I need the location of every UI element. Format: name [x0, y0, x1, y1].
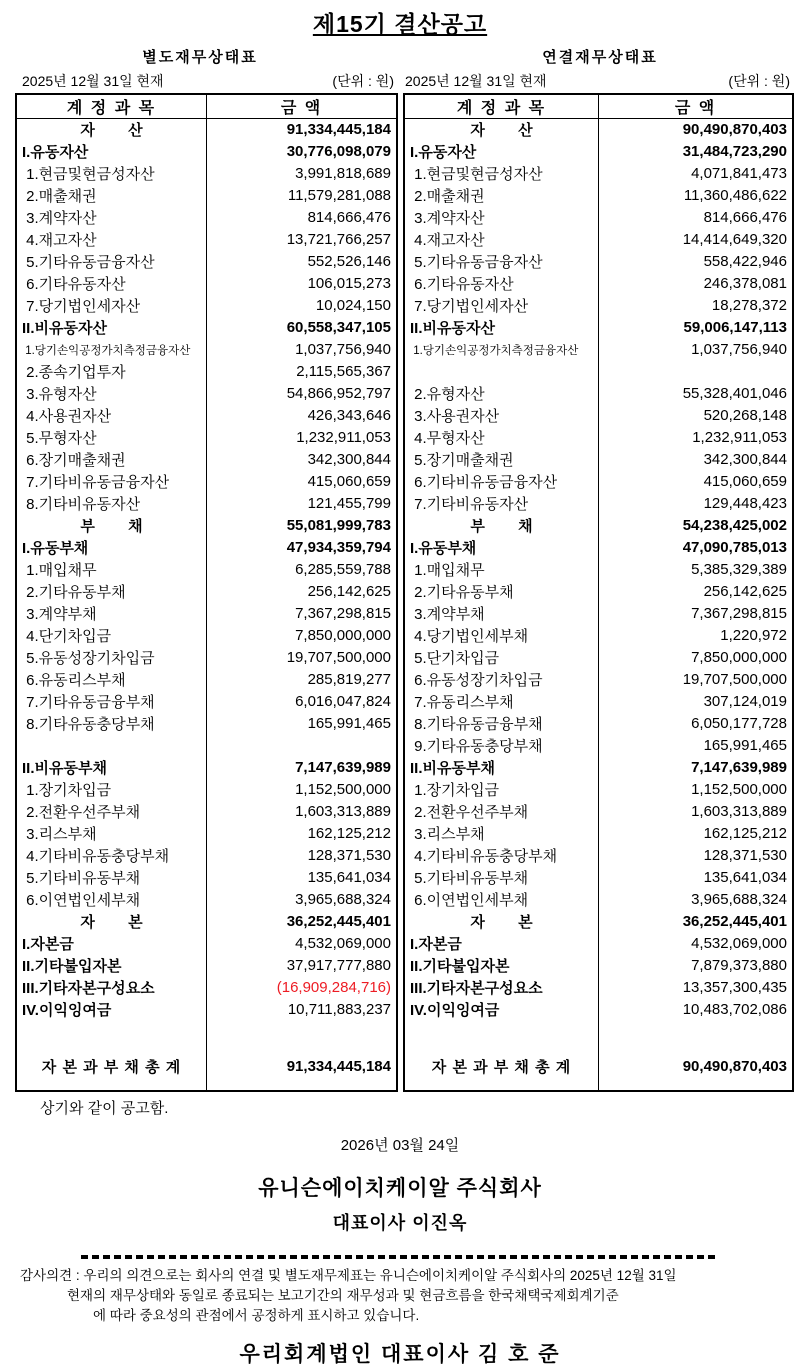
account-cell: I.자본금: [404, 933, 599, 955]
table-row: [16, 801, 397, 823]
account-cell: II.비유동부채: [16, 757, 207, 779]
account-cell: 6.이연법인세부채: [404, 889, 599, 911]
account-cell: [16, 735, 207, 757]
table-row: [16, 845, 397, 867]
table-row: [404, 647, 793, 669]
amount-cell: 342,300,844: [307, 451, 391, 468]
amount-cell: 162,125,212: [703, 825, 787, 842]
table-row: [16, 867, 397, 889]
table-row: [404, 889, 793, 911]
amount-cell: 129,448,423: [703, 495, 787, 512]
statement-meta: [0, 71, 800, 91]
table-row: [404, 449, 793, 471]
account-cell: 6.기타비유동금융자산: [404, 471, 599, 493]
amount-cell: 1,603,313,889: [295, 803, 391, 820]
table-row: [404, 625, 793, 647]
amount-cell: 10,024,150: [315, 297, 391, 314]
amount-cell: 4,532,069,000: [295, 935, 391, 952]
amount-cell: 54,866,952,797: [286, 385, 391, 402]
amount-cell: 1,232,911,053: [692, 429, 787, 446]
amount-cell: 814,666,476: [307, 209, 391, 226]
audit-opinion-line: 감사의견 : 우리의 의견으로는 회사의 연결 및 별도재무제표는 유니슨에이치케이알 주식회사의 2025년 12월 31일: [20, 1267, 677, 1283]
account-cell: II.기타불입자본: [16, 955, 207, 977]
account-cell: I.유동부채: [404, 537, 599, 559]
amount-cell: 55,328,401,046: [682, 385, 787, 402]
table-row: [404, 867, 793, 889]
amount-cell: 7,850,000,000: [691, 649, 787, 666]
amount-cell: 36,252,445,401: [682, 913, 787, 930]
amount-cell: 342,300,844: [703, 451, 787, 468]
account-cell: 4.사용권자산: [16, 405, 207, 427]
page-title: 제15기 결산공고: [312, 11, 488, 37]
amount-cell: 135,641,034: [703, 869, 787, 886]
auditor-name: 우리회계법인 대표이사 김 호 준: [239, 1342, 561, 1366]
table-row: [404, 999, 793, 1021]
table-row: [16, 449, 397, 471]
amount-cell: 18,278,372: [711, 297, 787, 314]
amount-cell: 552,526,146: [307, 253, 391, 270]
table-row: [404, 581, 793, 603]
table-row: [16, 691, 397, 713]
account-header: 계 정 과 목: [16, 94, 207, 119]
table-row: [404, 823, 793, 845]
table-row: [16, 735, 397, 757]
amount-cell: 7,850,000,000: [295, 627, 391, 644]
audit-opinion-line: 에 따라 중요성의 관점에서 공정하게 표시하고 있습니다.: [93, 1307, 420, 1323]
announcement-notice: 상기와 같이 공고함.: [40, 1099, 169, 1117]
account-cell: 3.리스부채: [404, 823, 599, 845]
account-cell: [404, 361, 599, 383]
account-cell: 1.장기차입금: [16, 779, 207, 801]
amount-cell: 1,037,756,940: [295, 341, 391, 358]
table-row: [404, 471, 793, 493]
table-row: [16, 163, 397, 185]
account-cell: II.비유동부채: [404, 757, 599, 779]
account-cell: I.유동부채: [16, 537, 207, 559]
account-cell: 4.기타비유동충당부채: [16, 845, 207, 867]
amount-cell: 91,334,445,184: [286, 121, 391, 139]
table-header-row: [404, 94, 793, 119]
account-cell: I.유동자산: [16, 141, 207, 163]
account-cell: 5.단기차입금: [404, 647, 599, 669]
table-row: [16, 955, 397, 977]
table-row: [16, 669, 397, 691]
amount-cell: [207, 735, 398, 757]
account-cell: 1.당기손익공정가치측정금융자산: [16, 339, 207, 361]
account-cell: 6.기타유동자산: [404, 273, 599, 295]
amount-cell: 6,016,047,824: [295, 693, 391, 710]
account-cell: 2.종속기업투자: [16, 361, 207, 383]
account-cell: 3.사용권자산: [404, 405, 599, 427]
amount-cell: 426,343,646: [307, 407, 391, 424]
amount-cell: (16,909,284,716): [276, 979, 391, 996]
table-row: [404, 405, 793, 427]
table-row: [16, 229, 397, 251]
amount-cell: 128,371,530: [703, 847, 787, 864]
table-row: [16, 295, 397, 317]
amount-cell: 59,006,147,113: [683, 319, 787, 336]
amount-cell: 19,707,500,000: [286, 649, 391, 666]
table-row: [16, 779, 397, 801]
company-name: 유니슨에이치케이알 주식회사: [258, 1176, 542, 1200]
account-cell: 자 산: [404, 119, 599, 141]
account-cell: 8.기타비유동자산: [16, 493, 207, 515]
account-cell: 자 본: [404, 911, 599, 933]
amount-cell: 121,455,799: [307, 495, 391, 512]
account-cell: 7.기타비유동자산: [404, 493, 599, 515]
account-cell: 6.장기매출채권: [16, 449, 207, 471]
account-cell: 9.기타유동충당부채: [404, 735, 599, 757]
table-row: [16, 515, 397, 537]
amount-cell: 128,371,530: [307, 847, 391, 864]
amount-cell: 4,532,069,000: [691, 935, 787, 952]
amount-cell: 106,015,273: [307, 275, 391, 292]
table-row: [404, 229, 793, 251]
table-row: [16, 911, 397, 933]
table-row: [16, 471, 397, 493]
account-cell: II.비유동자산: [404, 317, 599, 339]
amount-cell: 11,360,486,622: [683, 187, 787, 204]
table-row: [16, 273, 397, 295]
account-cell: 4.단기차입금: [16, 625, 207, 647]
amount-cell: 3,965,688,324: [691, 891, 787, 908]
table-row: [404, 669, 793, 691]
account-cell: 2.매출채권: [404, 185, 599, 207]
account-cell: IV.이익잉여금: [16, 999, 207, 1021]
table-row: [404, 559, 793, 581]
table-row: [16, 317, 397, 339]
account-cell: 3.계약부채: [404, 603, 599, 625]
amount-cell: 256,142,625: [703, 583, 787, 600]
account-cell: 2.유형자산: [404, 383, 599, 405]
amount-cell: 2,115,565,367: [296, 363, 391, 380]
account-cell: 3.계약자산: [404, 207, 599, 229]
table-row: [16, 339, 397, 361]
table-row: [16, 977, 397, 999]
account-cell: 2.전환우선주부채: [16, 801, 207, 823]
table-row: [404, 537, 793, 559]
table-row: [16, 713, 397, 735]
account-cell: [404, 1021, 599, 1043]
consolidated-statement-title: 연결재무상태표: [542, 49, 658, 66]
table-header-row: [16, 94, 397, 119]
account-cell: 6.기타유동자산: [16, 273, 207, 295]
amount-cell: 7,367,298,815: [691, 605, 787, 622]
table-row: [404, 977, 793, 999]
table-row: [16, 603, 397, 625]
audit-opinion: [0, 1266, 800, 1326]
account-cell: 자 본 과 부 채 총 계: [16, 1043, 207, 1091]
amount-cell: 55,081,999,783: [286, 517, 391, 534]
amount-cell: 36,252,445,401: [286, 913, 391, 930]
amount-header: 금 액: [599, 94, 794, 119]
amount-cell: 6,050,177,728: [691, 715, 787, 732]
statement-subtitles: [0, 46, 800, 67]
table-row: [16, 119, 397, 141]
account-cell: 5.기타유동금융자산: [404, 251, 599, 273]
table-row: [16, 647, 397, 669]
table-row: [16, 141, 397, 163]
account-cell: 6.유동리스부채: [16, 669, 207, 691]
table-row: [16, 559, 397, 581]
amount-cell: 10,711,883,237: [287, 1001, 391, 1018]
table-row: [404, 955, 793, 977]
table-row: [16, 207, 397, 229]
amount-cell: 19,707,500,000: [682, 671, 787, 688]
account-cell: 8.기타유동충당부채: [16, 713, 207, 735]
table-row: [404, 317, 793, 339]
account-cell: 5.기타유동금융자산: [16, 251, 207, 273]
account-cell: 4.당기법인세부채: [404, 625, 599, 647]
table-row: [404, 141, 793, 163]
amount-cell: 5,385,329,389: [691, 561, 787, 578]
table-row: [404, 251, 793, 273]
amount-cell: 162,125,212: [307, 825, 391, 842]
table-row: [16, 999, 397, 1021]
table-row: [16, 1021, 397, 1043]
table-row: [404, 911, 793, 933]
table-row: [16, 581, 397, 603]
amount-cell: 415,060,659: [307, 473, 391, 490]
amount-cell: 7,147,639,989: [295, 759, 391, 776]
table-row: [16, 625, 397, 647]
account-cell: 7.기타비유동금융자산: [16, 471, 207, 493]
account-cell: 5.유동성장기차입금: [16, 647, 207, 669]
table-row: [404, 383, 793, 405]
account-cell: 1.매입채무: [404, 559, 599, 581]
amount-cell: 47,090,785,013: [682, 539, 787, 556]
amount-cell: 1,220,972: [720, 627, 787, 644]
table-row: [404, 163, 793, 185]
account-cell: 7.당기법인세자산: [16, 295, 207, 317]
amount-cell: 4,071,841,473: [691, 165, 787, 182]
table-row: [404, 273, 793, 295]
dashed-divider: [81, 1255, 719, 1259]
account-cell: 3.계약부채: [16, 603, 207, 625]
account-cell: 8.기타유동금융부채: [404, 713, 599, 735]
table-row: [404, 757, 793, 779]
amount-cell: 1,152,500,000: [691, 781, 787, 798]
account-cell: 1.장기차입금: [404, 779, 599, 801]
table-row: [16, 537, 397, 559]
consolidated-unit-label: (단위 : 원): [728, 73, 790, 89]
account-cell: 부 채: [404, 515, 599, 537]
table-row: [404, 185, 793, 207]
account-header: 계 정 과 목: [404, 94, 599, 119]
table-row: [404, 515, 793, 537]
separate-unit-label: (단위 : 원): [332, 73, 394, 89]
account-cell: 5.기타비유동부채: [404, 867, 599, 889]
amount-cell: 3,991,818,689: [295, 165, 391, 182]
table-row: [16, 1043, 397, 1091]
table-row: [404, 933, 793, 955]
audit-opinion-line: 현재의 재무상태와 동일로 종료되는 보고기간의 재무성과 및 현금흐름을 한국채택국제회계기준: [67, 1287, 619, 1303]
amount-cell: 256,142,625: [307, 583, 391, 600]
account-cell: 자 산: [16, 119, 207, 141]
amount-cell: 1,152,500,000: [295, 781, 391, 798]
amount-cell: 814,666,476: [703, 209, 787, 226]
table-row: [16, 933, 397, 955]
amount-cell: 13,357,300,435: [682, 979, 787, 996]
account-cell: 3.리스부채: [16, 823, 207, 845]
amount-cell: [599, 361, 794, 383]
amount-cell: 3,965,688,324: [295, 891, 391, 908]
table-row: [16, 251, 397, 273]
account-cell: 6.유동성장기차입금: [404, 669, 599, 691]
separate-statement-title: 별도재무상태표: [142, 49, 258, 66]
account-cell: 1.현금및현금성자산: [16, 163, 207, 185]
amount-cell: 1,232,911,053: [296, 429, 391, 446]
table-row: [404, 801, 793, 823]
consolidated-as-of-date: 2025년 12월 31일 현재: [405, 73, 547, 89]
table-row: [404, 603, 793, 625]
amount-cell: 285,819,277: [307, 671, 391, 688]
amount-cell: 54,238,425,002: [682, 517, 787, 534]
account-cell: 7.유동리스부채: [404, 691, 599, 713]
amount-cell: 90,490,870,403: [682, 1057, 787, 1075]
ceo-name: 대표이사 이진옥: [332, 1212, 468, 1233]
amount-cell: 13,721,766,257: [286, 231, 391, 248]
amount-cell: 165,991,465: [703, 737, 787, 754]
amount-cell: 47,934,359,794: [286, 539, 391, 556]
account-cell: 2.매출채권: [16, 185, 207, 207]
table-row: [404, 427, 793, 449]
amount-cell: 165,991,465: [307, 715, 391, 732]
table-row: [404, 735, 793, 757]
table-row: [16, 823, 397, 845]
account-cell: III.기타자본구성요소: [404, 977, 599, 999]
table-row: [16, 361, 397, 383]
account-cell: II.기타불입자본: [404, 955, 599, 977]
amount-cell: 91,334,445,184: [286, 1057, 391, 1075]
table-row: [404, 361, 793, 383]
account-cell: 5.기타비유동부채: [16, 867, 207, 889]
amount-cell: 558,422,946: [703, 253, 787, 270]
balance-sheet-tables: [0, 93, 800, 1092]
account-cell: I.자본금: [16, 933, 207, 955]
amount-cell: [207, 1021, 398, 1043]
amount-cell: 31,484,723,290: [682, 143, 787, 160]
amount-cell: 6,285,559,788: [295, 561, 391, 578]
account-cell: 5.장기매출채권: [404, 449, 599, 471]
separate-balance-sheet-table: [15, 93, 398, 1092]
amount-cell: 415,060,659: [703, 473, 787, 490]
table-row: [16, 427, 397, 449]
table-row: [404, 295, 793, 317]
account-cell: 3.계약자산: [16, 207, 207, 229]
amount-cell: 90,490,870,403: [682, 121, 787, 139]
amount-cell: 7,879,373,880: [691, 957, 787, 974]
amount-cell: 60,558,347,105: [286, 319, 391, 336]
account-cell: II.비유동자산: [16, 317, 207, 339]
amount-cell: 7,147,639,989: [691, 759, 787, 776]
amount-cell: 246,378,081: [703, 275, 787, 292]
table-row: [404, 713, 793, 735]
amount-cell: 7,367,298,815: [295, 605, 391, 622]
table-row: [404, 119, 793, 141]
consolidated-balance-sheet-table: [403, 93, 794, 1092]
table-row: [16, 493, 397, 515]
table-row: [404, 1021, 793, 1043]
account-cell: 2.기타유동부채: [404, 581, 599, 603]
account-cell: [16, 1021, 207, 1043]
account-cell: 4.기타비유동충당부채: [404, 845, 599, 867]
announcement-date: 2026년 03월 24일: [340, 1136, 460, 1154]
table-row: [16, 383, 397, 405]
amount-cell: [599, 1021, 794, 1043]
table-row: [16, 185, 397, 207]
account-cell: III.기타자본구성요소: [16, 977, 207, 999]
account-cell: 4.재고자산: [404, 229, 599, 251]
account-cell: 2.전환우선주부채: [404, 801, 599, 823]
amount-header: 금 액: [207, 94, 398, 119]
account-cell: 자 본: [16, 911, 207, 933]
amount-cell: 11,579,281,088: [287, 187, 391, 204]
amount-cell: 1,037,756,940: [691, 341, 787, 358]
table-row: [404, 779, 793, 801]
account-cell: 부 채: [16, 515, 207, 537]
table-row: [404, 845, 793, 867]
account-cell: 자 본 과 부 채 총 계: [404, 1043, 599, 1091]
account-cell: 1.당기손익공정가치측정금융자산: [404, 339, 599, 361]
amount-cell: 307,124,019: [703, 693, 787, 710]
table-row: [404, 1043, 793, 1091]
amount-cell: 10,483,702,086: [682, 1001, 787, 1018]
amount-cell: 520,268,148: [703, 407, 787, 424]
amount-cell: 1,603,313,889: [691, 803, 787, 820]
table-row: [16, 405, 397, 427]
amount-cell: 30,776,098,079: [286, 143, 391, 160]
account-cell: 4.무형자산: [404, 427, 599, 449]
amount-cell: 37,917,777,880: [286, 957, 391, 974]
account-cell: 7.당기법인세자산: [404, 295, 599, 317]
account-cell: 1.현금및현금성자산: [404, 163, 599, 185]
separate-as-of-date: 2025년 12월 31일 현재: [22, 73, 164, 89]
account-cell: 3.유형자산: [16, 383, 207, 405]
table-row: [404, 339, 793, 361]
account-cell: 5.무형자산: [16, 427, 207, 449]
table-row: [404, 207, 793, 229]
account-cell: I.유동자산: [404, 141, 599, 163]
table-row: [404, 493, 793, 515]
account-cell: 2.기타유동부채: [16, 581, 207, 603]
table-row: [404, 691, 793, 713]
table-row: [16, 757, 397, 779]
account-cell: 1.매입채무: [16, 559, 207, 581]
table-row: [16, 889, 397, 911]
account-cell: 4.재고자산: [16, 229, 207, 251]
account-cell: IV.이익잉여금: [404, 999, 599, 1021]
account-cell: 7.기타유동금융부채: [16, 691, 207, 713]
account-cell: 6.이연법인세부채: [16, 889, 207, 911]
amount-cell: 135,641,034: [307, 869, 391, 886]
amount-cell: 14,414,649,320: [682, 231, 787, 248]
